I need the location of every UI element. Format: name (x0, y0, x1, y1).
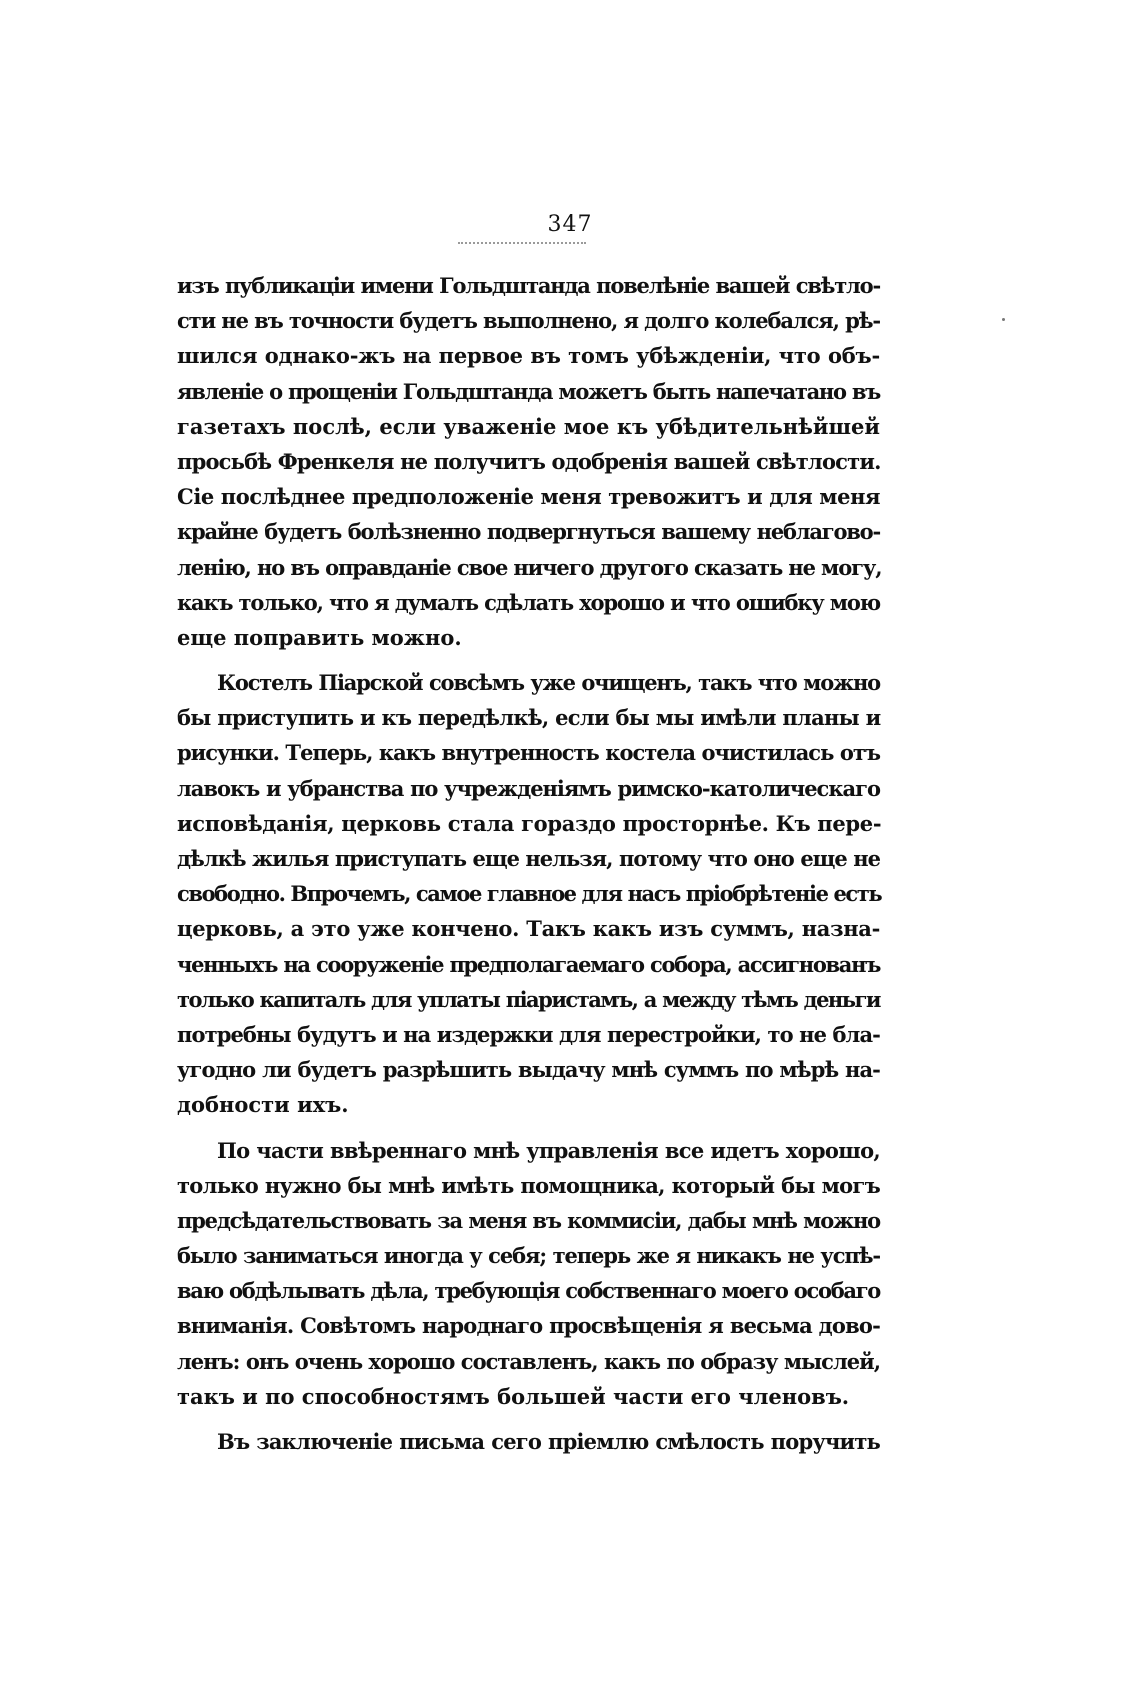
text-line: просьбѣ Френкеля не получитъ одобренія вашей свѣтлости. (177, 448, 881, 474)
text-line: церковь, а это уже кончено. Такъ какъ изъ суммъ, назна- (177, 916, 880, 942)
text-line: потребны будутъ и на издержки для перестройки, то не бла- (177, 1021, 880, 1047)
text-line: ленъ: онъ очень хорошо составленъ, какъ по образу мыслей, (177, 1348, 880, 1374)
text-line: такъ и по способностямъ большей части его членовъ. (177, 1383, 850, 1409)
text-line: сти не въ точности будетъ выполнено, я долго колебался, рѣ- (177, 308, 880, 334)
text-line: рисунки. Теперь, какъ внутренность костела очистилась отъ (177, 740, 880, 766)
text-line: ченныхъ на сооруженіе предполагаемаго собора, ассигнованъ (177, 951, 880, 977)
text-line: было заниматься иногда у себя; теперь же я никакъ не успѣ- (177, 1243, 880, 1269)
text-line: изъ публикаціи имени Гольдштанда повелѣніе вашей свѣтло- (177, 273, 880, 298)
body-text (177, 268, 880, 1459)
text-line: шился однако-жъ на первое въ томъ убѣжденіи, что объ- (177, 343, 880, 369)
text-line: Въ заключеніе письма сего пріемлю смѣлость поручить (217, 1429, 880, 1454)
text-line: еще поправить можно. (177, 624, 462, 650)
text-line: свободно. Впрочемъ, самое главное для насъ пріобрѣтеніе есть (177, 881, 882, 907)
text-line: добности ихъ. (177, 1092, 349, 1118)
text-line: предсѣдательствовать за меня въ коммисіи, дабы мнѣ можно (177, 1207, 880, 1233)
text-line: бы приступить и къ передѣлкѣ, если бы мы имѣли планы и (177, 705, 881, 731)
text-line: явленіе о прощеніи Гольдштанда можетъ быть напечатано въ (177, 378, 880, 404)
margin-speck (1002, 318, 1005, 321)
text-line: газетахъ послѣ, если уваженіе мое къ убѣдительнѣйшей (177, 413, 880, 439)
text-line: Сіе послѣднее предположеніе меня тревожитъ и для меня (177, 484, 881, 510)
page-number: 347 (547, 212, 593, 237)
page-number-rule (458, 242, 586, 244)
text-line: только нужно бы мнѣ имѣть помощника, который бы могъ (177, 1172, 880, 1198)
text-line: ленію, но въ оправданіе свое ничего другого сказать не могу, (177, 554, 882, 580)
text-line: какъ только, что я думалъ сдѣлать хорошо и что ошибку мою (177, 589, 880, 615)
text-line: исповѣданія, церковь стала гораздо просторнѣе. Къ пере- (177, 810, 882, 836)
text-line: Костелъ Піарской совсѣмъ уже очищенъ, такъ что можно (217, 670, 880, 696)
text-line: вниманія. Совѣтомъ народнаго просвѣщенія я весьма дово- (177, 1313, 880, 1339)
text-line: угодно ли будетъ разрѣшить выдачу мнѣ суммъ по мѣрѣ на- (177, 1057, 880, 1083)
text-line: дѣлкѣ жилья приступать еще нельзя, потому что оно еще не (177, 846, 880, 871)
text-line: По части ввѣреннаго мнѣ управленія все идетъ хорошо, (217, 1137, 880, 1163)
text-line: лавокъ и убранства по учрежденіямъ римско-католическаго (177, 775, 880, 801)
text-line: ваю обдѣлывать дѣла, требующія собственнаго моего особаго (177, 1278, 880, 1304)
text-line: крайне будетъ болѣзненно подвергнуться вашему неблагово- (177, 519, 880, 545)
text-line: только капиталъ для уплаты піаристамъ, а между тѣмъ деньги (177, 986, 880, 1012)
